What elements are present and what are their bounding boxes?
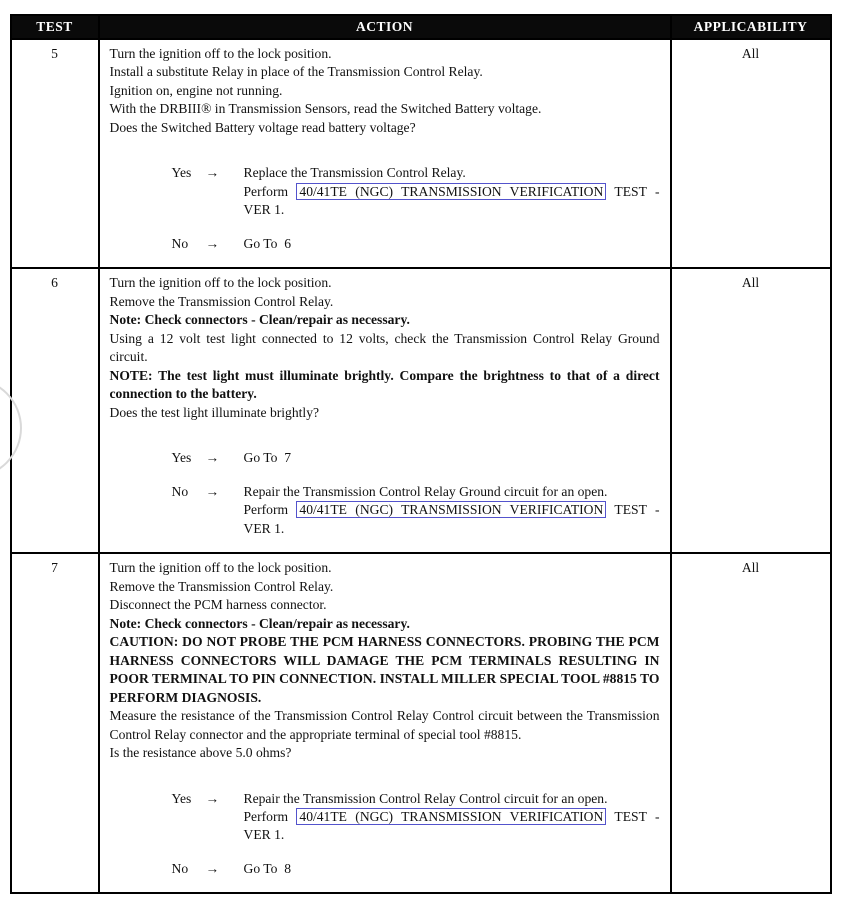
arrow-right-icon: → [205,450,220,466]
branch-content [244,235,660,253]
header-row [11,15,831,39]
branch-no [172,860,660,878]
branch-content [244,860,660,878]
branch-line: Repair the Transmission Control Relay Ground circuit for an open. [243,483,608,499]
branch-line: Go To 6 [243,235,292,251]
table-body [11,39,831,893]
action-line: Measure the resistance of the Transmission Control Relay Control circuit between the Transmission Control Relay connector and the appropriate terminal of special tool #8815. [109,708,660,742]
branch-yes [172,449,660,467]
applicability-cell: All [671,268,831,553]
branch-content [244,449,660,467]
arrow-right-icon: → [205,790,220,806]
branch-label: No [171,235,189,251]
col-header-action: ACTION [99,15,671,39]
action-line: Remove the Transmission Control Relay. [109,293,334,309]
action-line: With the DRBIII® in Transmission Sensors, read the Switched Battery voltage. [109,101,542,117]
action-line: Turn the ignition off to the lock position. [109,46,332,61]
diagnostic-test-table [10,14,832,894]
applicability-cell: All [671,553,831,893]
action-line: Turn the ignition off to the lock position. [109,275,332,291]
branch-line: Replace the Transmission Control Relay. [243,165,466,181]
branch-line: Go To 7 [243,450,292,466]
branch-content [244,164,660,219]
branch-line: Perform 40/41TE (NGC) TRANSMISSION VERIFICATION TEST - VER 1. [243,502,660,536]
action-line: Note: Check connectors - Clean/repair as necessary. [109,312,410,328]
action-cell [99,39,671,268]
table-row [11,268,831,553]
branch-label: Yes [171,790,192,806]
branch-label: Yes [171,165,192,181]
arrow-right-icon: → [205,165,220,181]
branch-label: No [171,860,189,876]
branch-line: Repair the Transmission Control Relay Control circuit for an open. [243,790,608,806]
branch-no [172,235,660,253]
action-line: Does the test light illuminate brightly? [109,404,320,420]
action-line: Turn the ignition off to the lock position. [109,560,332,576]
verification-test-link[interactable]: 40/41TE (NGC) TRANSMISSION VERIFICATION [296,183,606,200]
action-line: NOTE: The test light must illuminate brightly. Compare the brightness to that of a direct connection to the battery. [109,367,660,402]
branch-line: Perform 40/41TE (NGC) TRANSMISSION VERIFICATION TEST - VER 1. [243,808,660,843]
verification-test-link[interactable]: 40/41TE (NGC) TRANSMISSION VERIFICATION [296,808,606,825]
action-cell [99,268,671,553]
branch-label: No [171,483,189,499]
table-row [11,553,831,893]
table-row [11,39,831,268]
action-line: Is the resistance above 5.0 ohms? [109,745,292,761]
test-number-cell: 7 [11,553,99,893]
test-number-cell: 6 [11,268,99,553]
col-header-test: TEST [11,15,99,39]
branch-line: Perform 40/41TE (NGC) TRANSMISSION VERIFICATION TEST - VER 1. [243,183,660,218]
action-line: Ignition on, engine not running. [109,82,283,98]
action-cell [99,553,671,893]
test-number-cell: 5 [11,39,99,268]
action-line: Does the Switched Battery voltage read battery voltage? [109,119,416,135]
branch-yes [172,790,660,845]
col-header-applicability: APPLICABILITY [671,15,831,39]
action-line: Remove the Transmission Control Relay. [109,578,334,594]
branch-content [244,790,660,845]
branch-yes [172,164,660,219]
action-line: Install a substitute Relay in place of the Transmission Control Relay. [109,64,483,80]
arrow-right-icon: → [205,483,220,499]
action-line: CAUTION: DO NOT PROBE THE PCM HARNESS CONNECTORS. PROBING THE PCM HARNESS CONNECTORS WILL DAMAGE THE PCM TERMINALS RESULTING IN POOR TERMINAL TO PIN CONNECTION. INSTALL MILLER SPECIAL TOOL #8815 TO PERFORM DIAGNOSIS. [109,634,660,705]
verification-test-link[interactable]: 40/41TE (NGC) TRANSMISSION VERIFICATION [296,501,606,518]
arrow-right-icon: → [205,235,220,251]
action-line: Note: Check connectors - Clean/repair as necessary. [109,615,410,631]
action-line: Disconnect the PCM harness connector. [109,597,327,613]
arrow-right-icon: → [205,860,220,876]
branch-line: Go To 8 [243,860,292,876]
branch-label: Yes [171,450,192,466]
action-line: Using a 12 volt test light connected to 12 volts, check the Transmission Control Relay Ground circuit. [109,330,660,365]
branch-no [172,483,660,538]
applicability-cell: All [671,39,831,268]
branch-content [244,483,660,538]
